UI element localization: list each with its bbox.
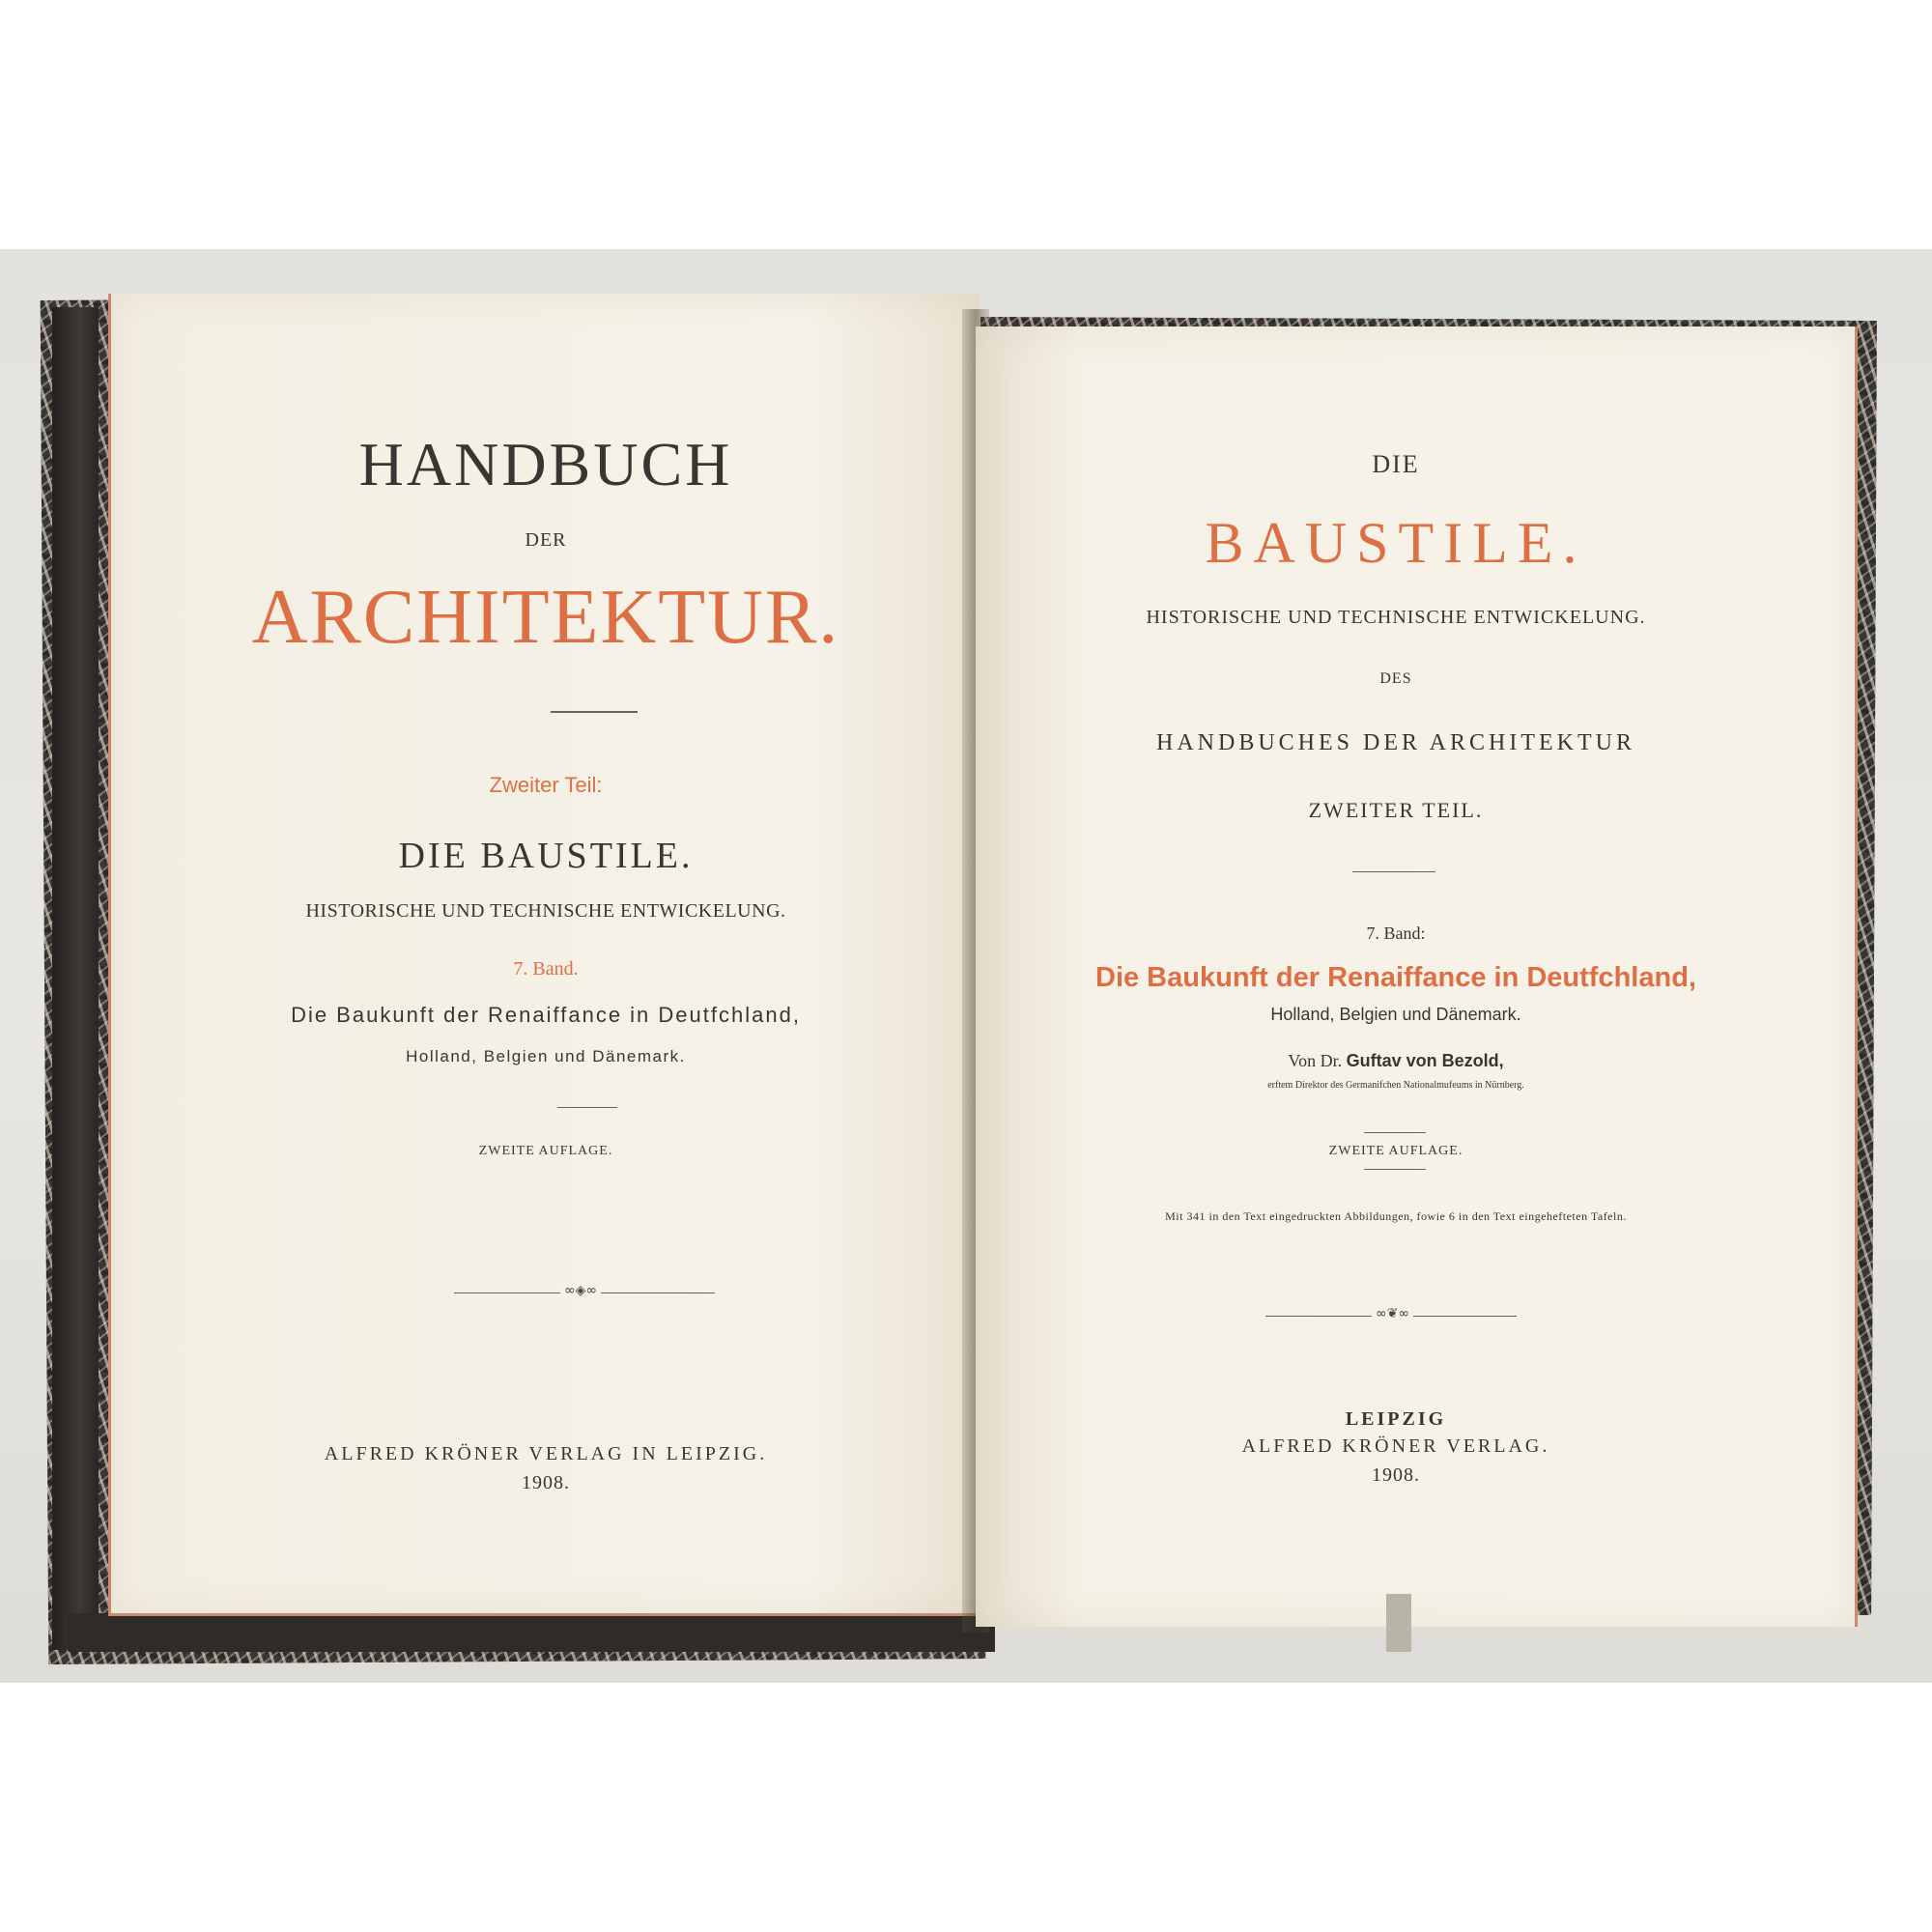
- right-band-label: 7. Band:: [1366, 923, 1426, 943]
- left-publisher: ALFRED KRÖNER VERLAG IN LEIPZIG.: [324, 1443, 768, 1464]
- left-volume-subtitle: Holland, Belgien und Dänemark.: [406, 1047, 686, 1065]
- right-ornament-icon: ∞❦∞: [1372, 1306, 1413, 1321]
- right-part: ZWEITER TEIL.: [1308, 798, 1484, 822]
- right-author-prefix: Von Dr.: [1288, 1051, 1343, 1070]
- left-year: 1908.: [522, 1472, 570, 1493]
- right-city: LEIPZIG: [1345, 1408, 1447, 1430]
- left-page: [108, 294, 980, 1616]
- right-subtitle: HISTORISCHE UND TECHNISCHE ENTWICKELUNG.: [1146, 607, 1646, 628]
- right-volume-title: Die Baukunft der Renaiffance in Deutfchland,: [1095, 962, 1696, 993]
- left-title-der: DER: [525, 529, 567, 551]
- right-page: [976, 327, 1858, 1627]
- right-edition: ZWEITE AUFLAGE.: [1328, 1144, 1463, 1158]
- right-illustrations-note: Mit 341 in den Text eingedruckten Abbildungen, fowie 6 in den Text eingehefteten Tafeln.: [1165, 1209, 1627, 1223]
- left-title-architektur: ARCHITEKTUR.: [251, 575, 840, 660]
- right-volume-subtitle: Holland, Belgien und Dänemark.: [1270, 1005, 1521, 1024]
- right-die: DIE: [1372, 450, 1420, 478]
- left-title-handbuch: HANDBUCH: [358, 430, 733, 498]
- right-des: DES: [1379, 670, 1412, 687]
- left-ornament-icon: ∞◈∞: [560, 1283, 601, 1298]
- right-title-baustile: BAUSTILE.: [1205, 511, 1587, 575]
- right-author-name: Guftav von Bezold,: [1346, 1051, 1504, 1070]
- right-divider-2: [1364, 1132, 1426, 1133]
- book-spine-edge: [52, 307, 99, 1650]
- bookmark-ribbon: [1386, 1594, 1411, 1652]
- right-series: HANDBUCHES DER ARCHITEKTUR: [1155, 730, 1635, 755]
- left-volume-title: Die Baukunft der Renaiffance in Deutfchland,: [291, 1003, 801, 1027]
- left-band-label: 7. Band.: [513, 958, 579, 980]
- left-part-label: Zweiter Teil:: [489, 773, 603, 797]
- left-divider-1: [551, 711, 638, 713]
- right-divider-3: [1364, 1169, 1426, 1170]
- right-divider-1: [1352, 871, 1435, 872]
- right-author-role: erftem Direktor des Germanifchen Nationalmufeums in Nürnberg.: [1267, 1080, 1524, 1091]
- left-board-bottom-edge: [68, 1613, 995, 1652]
- right-year: 1908.: [1372, 1464, 1420, 1486]
- right-publisher: ALFRED KRÖNER VERLAG.: [1241, 1435, 1550, 1457]
- left-section-title: DIE BAUSTILE.: [398, 836, 694, 876]
- right-author: [976, 1051, 1816, 1071]
- left-section-subtitle: HISTORISCHE UND TECHNISCHE ENTWICKELUNG.: [305, 900, 786, 922]
- left-edition: ZWEITE AUFLAGE.: [478, 1144, 613, 1158]
- left-divider-2: [557, 1107, 617, 1108]
